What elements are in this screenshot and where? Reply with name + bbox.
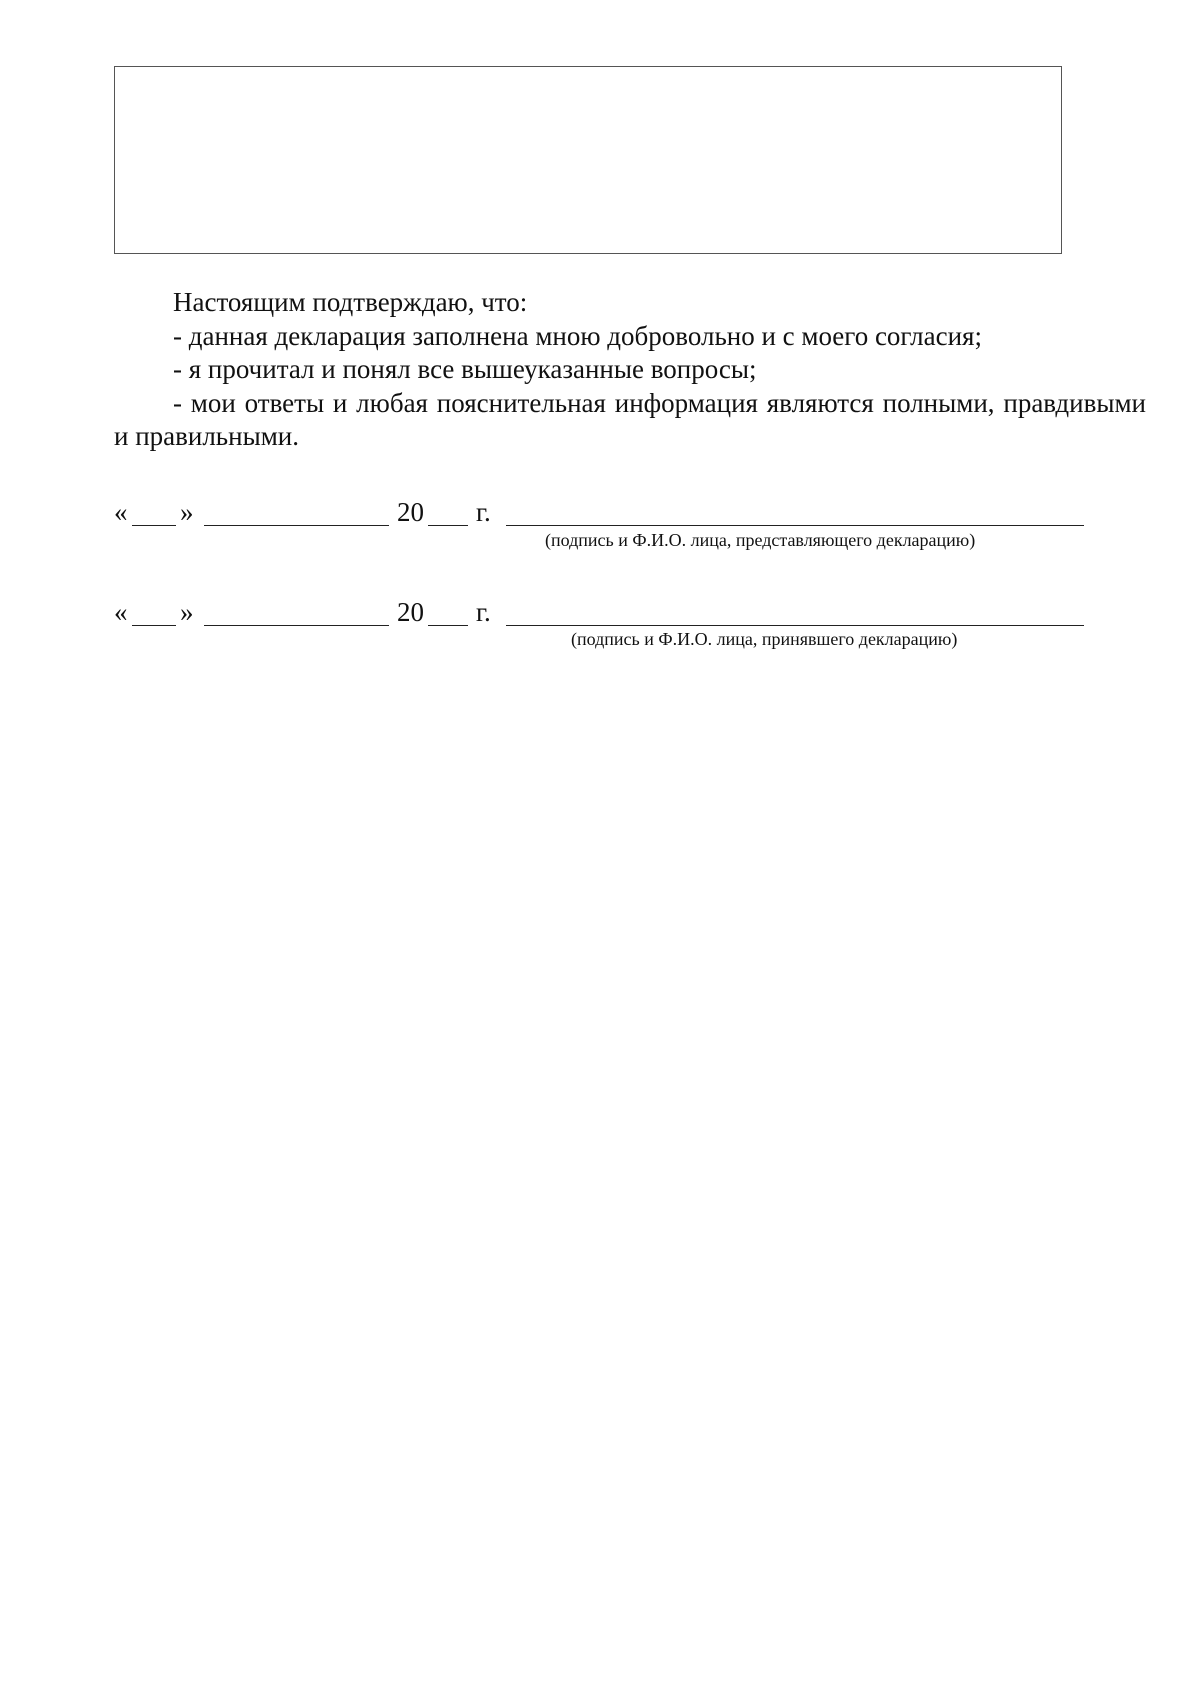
statement-item-understood: - я прочитал и понял все вышеуказанные вопросы; (173, 354, 757, 384)
signature-caption-declarant: (подпись и Ф.И.О. лица, представляющего декларацию) (545, 530, 976, 550)
signature-row-declarant (114, 494, 1074, 530)
statement-intro: Настоящим подтверждаю, что: (173, 287, 528, 317)
year-prefix: 20 (397, 597, 424, 627)
month-field[interactable] (204, 525, 389, 526)
year-prefix: 20 (397, 497, 424, 527)
statement-item-truthful: - мои ответы и любая пояснительная информация являются полными, правдивыми и правильными. (114, 387, 1146, 451)
year-suffix: г. (476, 597, 491, 627)
close-quote: » (180, 597, 194, 627)
year-field[interactable] (428, 625, 468, 626)
year-field[interactable] (428, 525, 468, 526)
confirmation-statement (114, 286, 1146, 454)
close-quote: » (180, 497, 194, 527)
open-quote: « (114, 497, 128, 527)
signature-caption-receiver: (подпись и Ф.И.О. лица, принявшего декларацию) (571, 629, 958, 649)
month-field[interactable] (204, 625, 389, 626)
open-quote: « (114, 597, 128, 627)
signature-field[interactable] (506, 625, 1084, 626)
empty-text-box (114, 66, 1062, 254)
day-field[interactable] (132, 625, 176, 626)
signature-row-receiver (114, 594, 1074, 630)
statement-item-voluntary: - данная декларация заполнена мною добровольно и с моего согласия; (173, 320, 982, 351)
signature-field[interactable] (506, 525, 1084, 526)
year-suffix: г. (476, 497, 491, 527)
day-field[interactable] (132, 525, 176, 526)
